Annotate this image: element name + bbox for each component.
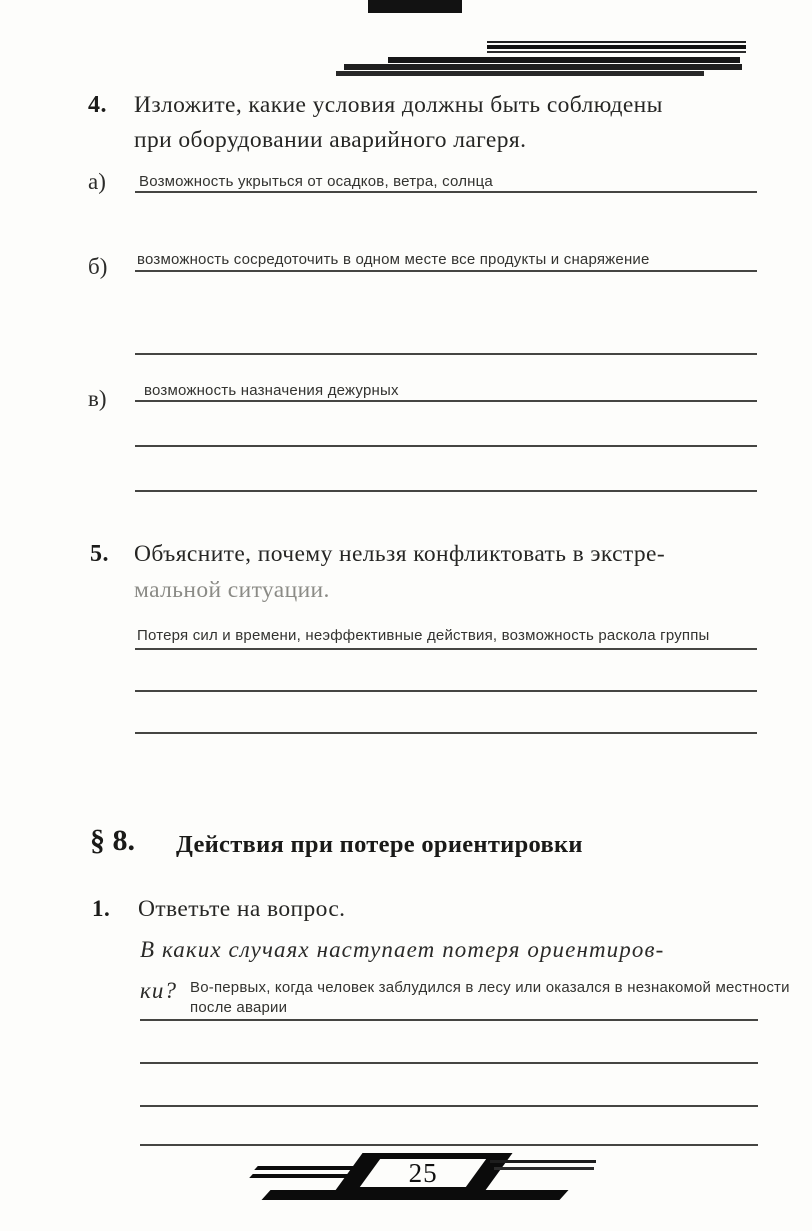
answer-line [140, 1062, 758, 1064]
scan-thick-bar-1 [388, 57, 740, 63]
question-5-text-line1: Объясните, почему нельзя конфликтовать в экстре- [134, 541, 666, 567]
question-1-answer-line1: Во-первых, когда человек заблудился в лесу или оказался в незнакомой местности [190, 979, 790, 996]
question-1-number: 1. [92, 896, 111, 921]
question-5-text-line2: мальной ситуации. [134, 577, 330, 603]
scan-thick-bar-2 [344, 64, 742, 70]
section-8-mark: § 8. [90, 824, 135, 857]
question-1-text: Ответьте на вопрос. [138, 896, 346, 922]
answer-line [135, 353, 757, 355]
section-8-title: Действия при потере ориентировки [176, 831, 583, 858]
item-a-label: а) [88, 169, 106, 194]
item-b-label: б) [88, 254, 108, 279]
scan-stripe-3 [487, 51, 746, 53]
page-number-box [360, 1159, 486, 1187]
question-4-text-line2: при оборудовании аварийного лагеря. [134, 127, 527, 153]
footer-bottom-bar [261, 1190, 568, 1200]
item-v-label: в) [88, 386, 107, 411]
answer-line [135, 191, 757, 193]
answer-line [140, 1144, 758, 1146]
answer-line [135, 490, 757, 492]
answer-line [135, 400, 757, 402]
answer-line [140, 1105, 758, 1107]
question-4-number: 4. [88, 92, 107, 118]
question-4-text-line1: Изложите, какие условия должны быть соблюдены [134, 92, 663, 118]
question-1-prompt-line1: В каких случаях наступает потеря ориентиров- [140, 937, 665, 962]
answer-line [135, 690, 757, 692]
question-5-answer: Потеря сил и времени, неэффективные действия, возможность раскола группы [137, 627, 710, 644]
scan-stripe-2 [487, 45, 746, 49]
answer-line [135, 732, 757, 734]
footer-right-line-1 [490, 1160, 596, 1163]
item-v-answer: возможность назначения дежурных [144, 382, 399, 399]
answer-line [140, 1019, 758, 1021]
answer-line [135, 648, 757, 650]
answer-line [135, 270, 757, 272]
question-1-answer-line2: после аварии [190, 999, 288, 1016]
item-a-answer: Возможность укрыться от осадков, ветра, солнца [139, 173, 493, 190]
question-1-prompt-line2: ки? [140, 978, 178, 1003]
answer-line [135, 445, 757, 447]
item-b-answer: возможность сосредоточить в одном месте все продукты и снаряжение [137, 251, 650, 268]
scan-thick-bar-3 [336, 71, 704, 76]
scan-stripe-1 [487, 41, 746, 43]
question-5-number: 5. [90, 541, 109, 567]
page-number: 25 [408, 1157, 438, 1188]
footer-right-line-2 [494, 1167, 594, 1170]
scan-bar-top-center [368, 0, 462, 13]
page-footer-ornament [250, 1150, 605, 1208]
